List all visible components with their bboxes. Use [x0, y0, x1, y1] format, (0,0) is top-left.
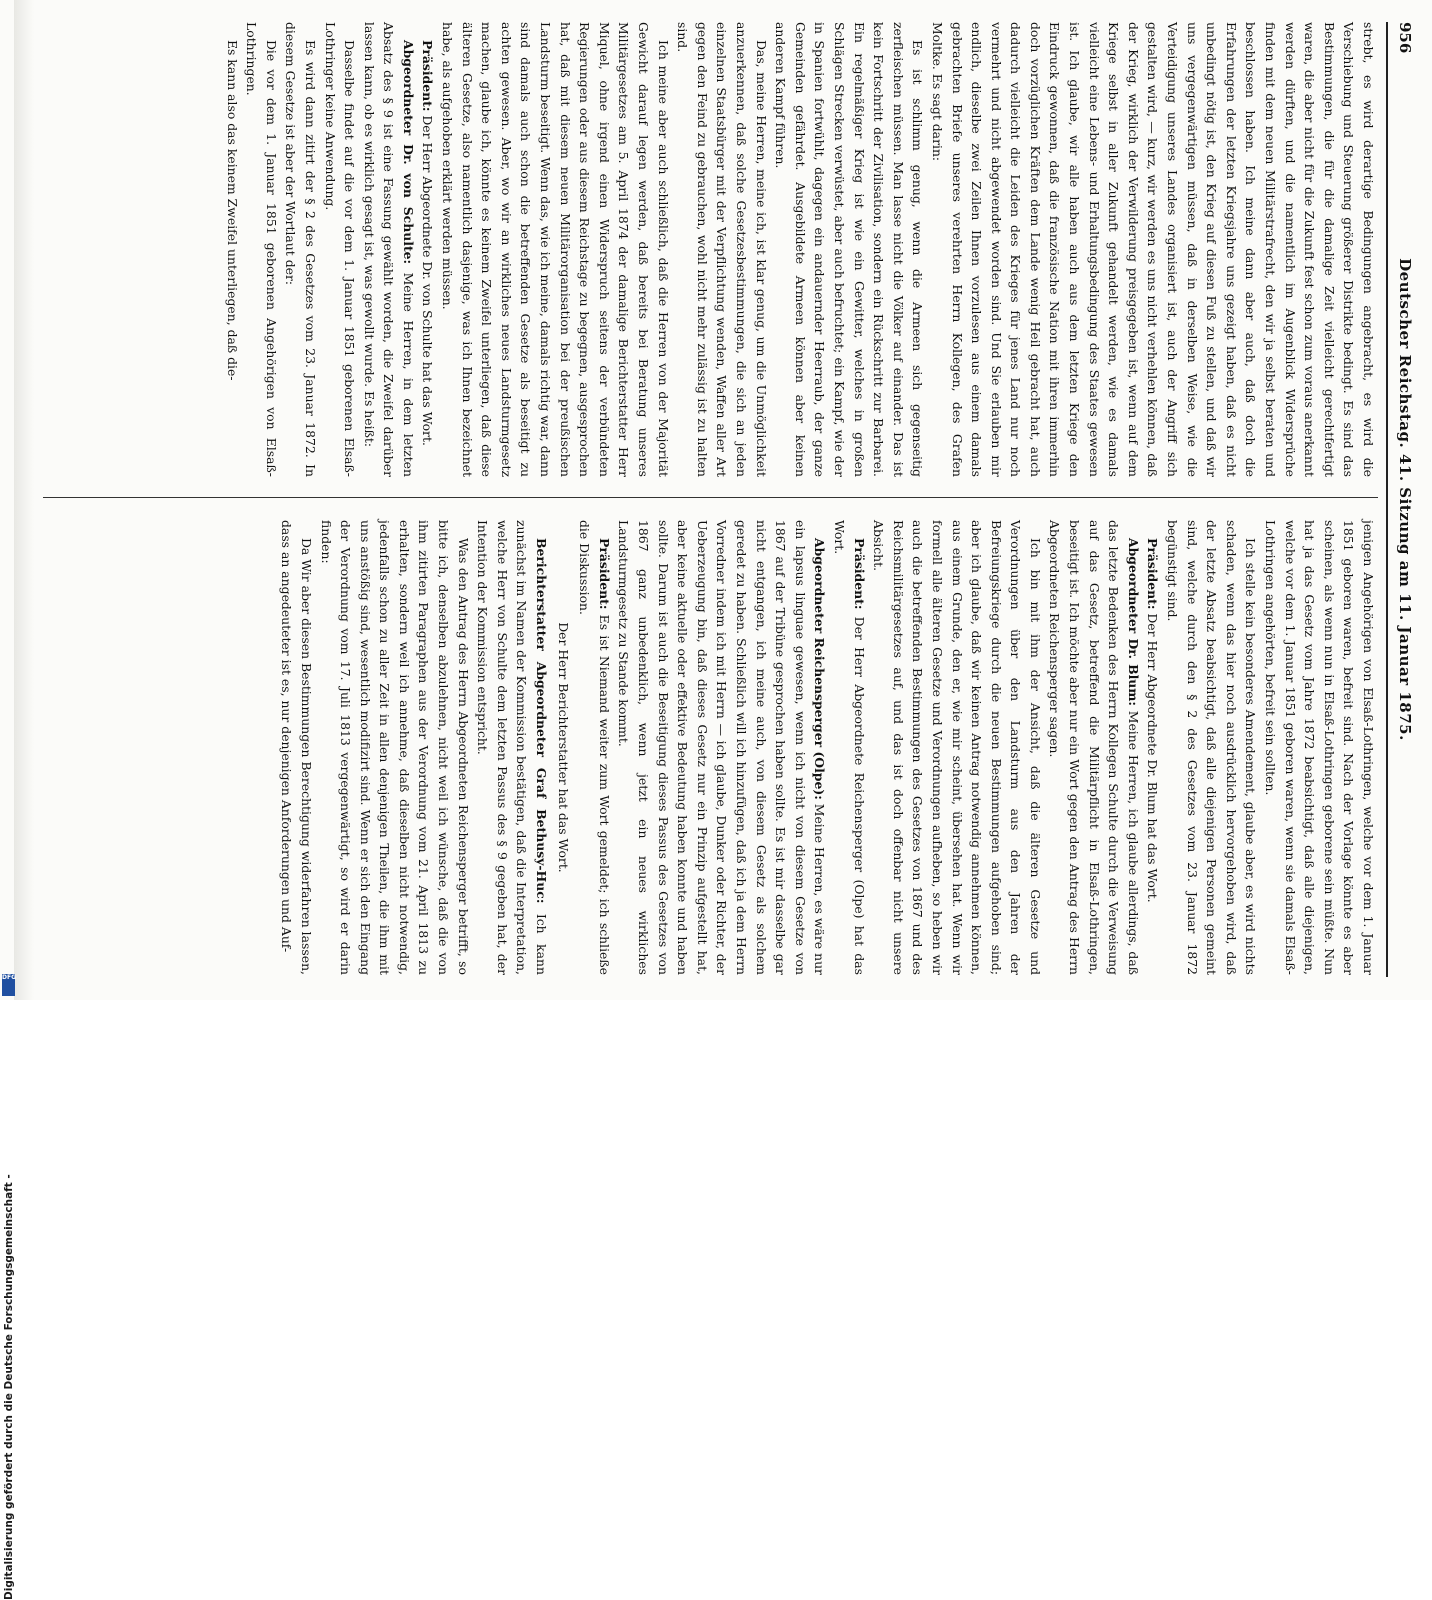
running-title: Deutscher Reichstag. 41. Sitzung am 11. Januar 1875.: [1396, 258, 1414, 741]
header-rule: [1386, 22, 1388, 977]
speech-paragraph: [614, 520, 830, 975]
left-column: [33, 22, 1378, 477]
paragraph: jenigen Angehörigen von Elsaß-Lothringen, welche vor dem 1. Januar 1851 geboren waren, befreit sind. Nach der Vorlage könnte es aber scheinen, als wenn nun in Elsaß-Lothringen geborene sein müßte. Nun hat ja das Gesetz vom Jahre 1872 beabsichtigt, daß alle diejenigen, welche vor dem 1. Januar 1851 geboren waren, wenn sie damals Elsaß-Lothringen angehörten, befreit sein sollten.: [1263, 520, 1376, 975]
page-header: [1388, 22, 1420, 977]
right-column: [33, 520, 1378, 975]
speech-paragraph: [1143, 520, 1163, 975]
speech-text: Meine Herren, es wäre nur ein lapsus linguae gewesen, wenn ich nicht von diesem Gesetze von 1867 auf der Tribüne gesprochen haben sollte. Es ist mir dasselbe gar nicht entgangen, ich meine auch, von diesem Gesetz als solchem geredet zu haben. Schließlich will ich hinzufügen, daß ich ja dem Herrn Vorredner indem ich mit Herrn — ich glaube, Dunker oder Richter, der Ueberzeugung bin, daß dieses Gesetz nur ein Prinzip aufgestellt hat, aber keine aktuelle oder effektive Bedeutung haben konnte und haben sollte. Darum ist auch die Beseitigung dieses Passus des Gesetzes von 1867 ganz unbedenklich, wenn jetzt ein neues wirkliches Landsturmgesetz zu Stande kommt.: [616, 520, 828, 975]
speaker-label: Abgeordneter Dr. Blum:: [1125, 538, 1141, 706]
speaker-label: Präsident:: [596, 538, 612, 610]
speech-paragraph: [575, 520, 614, 975]
digitization-credit: Digitalisierung gefördert durch die Deutsche Forschungsgemeinschaft -: [3, 1174, 15, 1600]
speech-text: Der Herr Abgeordnete Dr. Blum hat das Wort.: [1145, 609, 1161, 903]
speaker-label: Abgeordneter Reichensperger (Olpe):: [812, 538, 828, 800]
quote-paragraph: Da Wir aber diesen Bestimmungen Berechtigung widerfahren lassen, dass an angedeuteter ist es, nur denjenigen Anforderungen und Auf-: [279, 520, 314, 975]
digitization-credit-area: [0, 980, 20, 1600]
speaker-label: Berichterstatter Abgeordneter Graf Bethusy-Huc:: [534, 538, 550, 904]
speech-text: Meine Herren, ich glaube allerdings, daß das letzte Bedenken des Herrn Kollegen Schulte durch die Verweisung auf das Gesetz, betreffend die Militärpflicht in Elsaß-Lothringen, beseitigt ist. Ich möchte aber nur ein Wort gegen den Antrag des Herrn Abgeordneten Reichensperger sagen.: [1047, 520, 1141, 975]
stage-direction: Der Herr Berichterstatter hat das Wort.: [555, 622, 571, 873]
speech-text: Es ist Niemand weiter zum Wort gemeldet; ich schließe die Diskussion.: [577, 520, 612, 975]
speech-paragraph: [829, 520, 868, 975]
speaker-label: Präsident:: [420, 40, 436, 112]
speech-paragraph: [473, 520, 551, 975]
speaker-label: Abgeordneter Dr. von Schulte:: [400, 40, 416, 265]
paragraph: Ich bin mit ihm der Ansicht, daß die älteren Gesetze und Verordnungen über den Landsturm aus den Jahren der Befreiungskriege durch die neuen Bestimmungen aufgehoben sind; aber ich glaube, daß wir keinen Antrag notwendig annehmen können, aus einem Grunde, den er, wie mir scheint, übersehen hat. Wenn wir formell alle älteren Gesetze und Verordnungen aufheben, so heben wir auch die betreffenden Bestimmungen des Gesetzes von 1867 und des Reichsmilitärgesetzes auf, und das ist doch offenbar nicht unsere Absicht.: [871, 520, 1043, 975]
paragraph: Ich stelle kein besonderes Amendement, glaube aber, es wird nichts schaden, wenn das hier noch ausdrücklich hervorgehoben wird, daß der letzte Absatz beabsichtigt, daß alle diejenigen Personen gemeint sind, welche durch den § 2 des Gesetzes vom 23. Januar 1872 begünstigt sind.: [1165, 520, 1259, 975]
paragraph: Ich meine aber auch schließlich, daß die Herren von der Majorität Gewicht darauf legen werden, daß bereits bei Beratung unseres Militärgesetzes am 5. April 1874 der damalige Berichterstatter Herr Miquel, ohne irgend einen Widerspruch seitens der verbündeten Regierungen oder aus diesem Reichstage zu begegnen, ausgesprochen hat, daß mit diesem neuen Militärorganisation bei der preußischen Landsturm beseitigt. Wenn das, wie ich meine, damals richtig war, dann sind damals auch schon die betreffenden Gesetze als beseitigt zu achten gewesen. Aber, wo wir an wirkliches neues Landsturmgesetz machen, glaube ich, könnte es keinem Zweifel unterliegen, daß diese älteren Gesetze, also namentlich dasjenige, was ich Ihnen bezeichnet habe, als aufgehoben erklärt werden müssen.: [440, 22, 671, 477]
speech-text: Der Herr Abgeordnete Dr. von Schulte hat das Wort.: [420, 111, 436, 446]
column-divider: [43, 497, 1378, 498]
paragraph: Das, meine Herren, meine ich, ist klar genug, um die Unmöglichkeit anzuerkennen, daß solche Gesetzesbestimmungen, die sich an jeden einzelnen Staatsbürger mit der Verpflichtung wenden, Waffen aller Art gegen den Feind zu gebrauchen, wohl nicht mehr zulässig ist zu halten sind.: [675, 22, 769, 477]
page-number: 956: [1396, 22, 1414, 54]
paragraph: strebt, es wird derartige Bedingungen angebracht, es wird die Verschiebung und Steuerung größerer Distrikte bedingt. Es sind das Bestimmungen, die für die damalige Zeit vielleicht gerechtfertigt waren, die aber nicht für die Zukunft fest schon zum voraus anerkannt werden dürften, und die namentlich im Augenblick Widersprüche finden mit dem neuen Militärstrafrecht, den wir ja selbst beraten und beschlossen haben. Ich meine dann aber auch, daß doch die Erfahrungen der letzten Kriegsjahre uns gezeigt haben, daß es nicht unbedingt nötig ist, den Krieg auf diesen Fuß zu stellen, und daß wir uns vergegenwärtigen müssen, daß in derselben Weise, wie die Verteidigung unseres Landes organisiert ist, auch der Angriff sich gestalten wird, — kurz, wir werden es uns nicht verhehlen können, daß der Krieg, wirklich der Verwilderung preisgegeben ist, wenn auf dem Kriege selbst in aller Zukunft gehandelt werden, wie es damals vielleicht eine Lebens- und Erhaltungsbedingung des Staates gewesen ist. Ich glaube, wir alle haben auch aus dem letzten Kriege den Eindruck gewonnen, daß die französische Nation mit ihren immerhin doch vorzüglichen Kräften dem Lande wenig Heil gebracht hat, auch dadurch vielleicht die Leiden des Krieges für jenes Land nur noch vermehrt und nicht abgewendet worden sind. Und Sie erlauben mir endlich, dieselbe zwei Zeilen Ihnen vorzulesen aus einem damals gebrachten Briefe unseres verehrten Herrn Kollegen, des Grafen Moltke. Es sagt darin:: [929, 22, 1376, 477]
speech-paragraph: [1045, 520, 1143, 975]
quote-paragraph: Dasselbe findet auf die vor dem 1. Januar 1851 geborenen Elsaß-Lothringer keine Anwendung.: [322, 22, 358, 477]
speech-text: Der Herr Abgeordnete Reichensperger (Olpe) hat das Wort.: [831, 520, 867, 975]
dfg-logo-icon: DFG: [2, 974, 15, 996]
speech-text: Meine Herren, in dem letzten Absatz des § 9 ist eine Fassung gewählt worden, die Zweifel darüber lassen kann, ob es wirklich gesagt ist, was gewollt wurde. Es heißt:: [361, 22, 416, 477]
quote-paragraph: Die vor dem 1. Januar 1851 geborenen Angehörigen von Elsaß-Lothringen.: [244, 22, 279, 477]
speech-paragraph: [418, 22, 438, 477]
paragraph: Es wird dann zitirt der § 2 des Gesetzes vom 23. Januar 1872. In diesem Gesetze ist aber der Wortlaut der:: [283, 22, 318, 477]
speech-paragraph: [359, 22, 418, 477]
rotated-page-content: [20, 0, 1430, 1000]
speaker-label: Präsident:: [1145, 538, 1161, 610]
speech-text: Ich kann zunächst im Namen der Kommission bestätigen, daß die Interpretation, welche Herr von Schulte dem letzten Passus des § 9 gegeben hat, der Intention der Kommission entspricht.: [475, 520, 550, 975]
quote-paragraph: Es ist schlimm genug, wenn die Armeen sich gegenseitig zerfleischen müssen. Man lasse nicht die Völker auf einander. Das ist kein Fortschritt der Zivilisation, sondern ein Rückschritt zur Barbarei. Ein regelmäßiger Krieg ist wie ein Gewitter, welches in großen Schlägen Strecken verwüstet, aber auch befruchtet; ein Kampf, wie der in Spanien fortwühlt, dagegen ein andauernder Heerraub, der ganze Gemeinden gefährdet. Ausgebildete Armeen können aber keinen anderen Kampf führen.: [773, 22, 926, 477]
paragraph: Was den Antrag des Herrn Abgeordneten Reichensperger betrifft, so bitte ich, denselben abzulehnen, nicht weil ich wünsche, daß die von ihm zitirten Paragraphen aus der Verordnung vom 21. April 1813 zu erhalten, sondern weil ich annehme, daß dieselben nicht notwendig, jedenfalls schon zu aller Zeit in allen denjenigen Theilen, die ihm mit uns anstößig sind, wesentlich modifizirt sind. Wenn er sich den Eingang der Verordnung vom 17. Juli 1813 vergegenwärtigt, so wird er darin finden:: [318, 520, 471, 975]
speaker-label: Präsident:: [851, 538, 867, 610]
paragraph: Es kann also das keinem Zweifel unterliegen, daß die-: [224, 40, 240, 381]
